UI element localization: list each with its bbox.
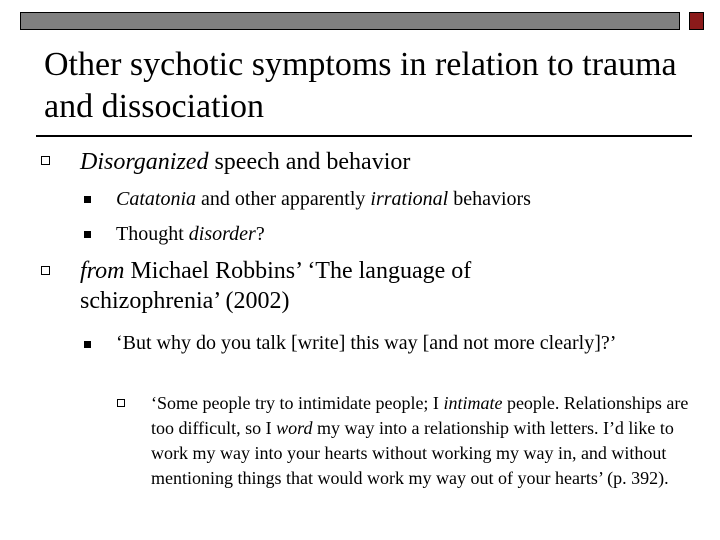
filled-square-bullet-icon — [84, 196, 91, 203]
italic-intimate: intimate — [443, 393, 503, 413]
text-segment: behaviors — [448, 188, 531, 210]
slide-title: Other sychotic symptoms in relation to trauma and dissociation — [44, 46, 677, 125]
italic-disorder: disorder — [188, 223, 256, 245]
bullet-robbins — [80, 256, 580, 316]
quote-question-text: ‘But why do you talk [write] this way [and not more clearly]?’ — [116, 332, 617, 354]
bullet-disorganized — [80, 147, 700, 177]
header-bar — [20, 12, 680, 30]
hollow-square-bullet-icon — [117, 399, 125, 407]
text-segment: people. Relationships are too difficult, so I — [151, 393, 689, 438]
hollow-square-bullet-icon — [41, 156, 50, 165]
bullet-text: speech and behavior — [208, 149, 411, 175]
bullet-italic-text: from — [80, 258, 125, 284]
sub-bullet-thought-disorder — [116, 221, 706, 247]
bullet-text: Michael Robbins’ ‘The language of schizophrenia’ (2002) — [80, 258, 472, 314]
filled-square-bullet-icon — [84, 341, 91, 348]
corner-square — [689, 12, 704, 30]
hollow-square-bullet-icon — [41, 266, 50, 275]
text-segment: ? — [255, 223, 265, 245]
title-divider — [36, 135, 692, 137]
italic-word: word — [276, 418, 313, 438]
text-segment: Thought — [116, 223, 189, 245]
text-segment: ‘Some people try to intimidate people; I — [151, 393, 444, 413]
filled-square-bullet-icon — [84, 231, 91, 238]
italic-catatonia: Catatonia — [116, 188, 197, 210]
sub-sub-bullet-quote — [151, 391, 696, 491]
text-segment: my way into a relationship with letters. I’d like to work my way into your hearts without working my way in, and without mentioning things that would work my way out of your hearts’ (p. 392). — [151, 418, 674, 488]
sub-bullet-catatonia — [116, 186, 706, 212]
italic-irrational: irrational — [370, 188, 449, 210]
text-segment: and other apparently — [196, 188, 371, 210]
sub-bullet-quote-question — [116, 330, 646, 356]
bullet-italic-text: Disorganized — [80, 149, 209, 175]
